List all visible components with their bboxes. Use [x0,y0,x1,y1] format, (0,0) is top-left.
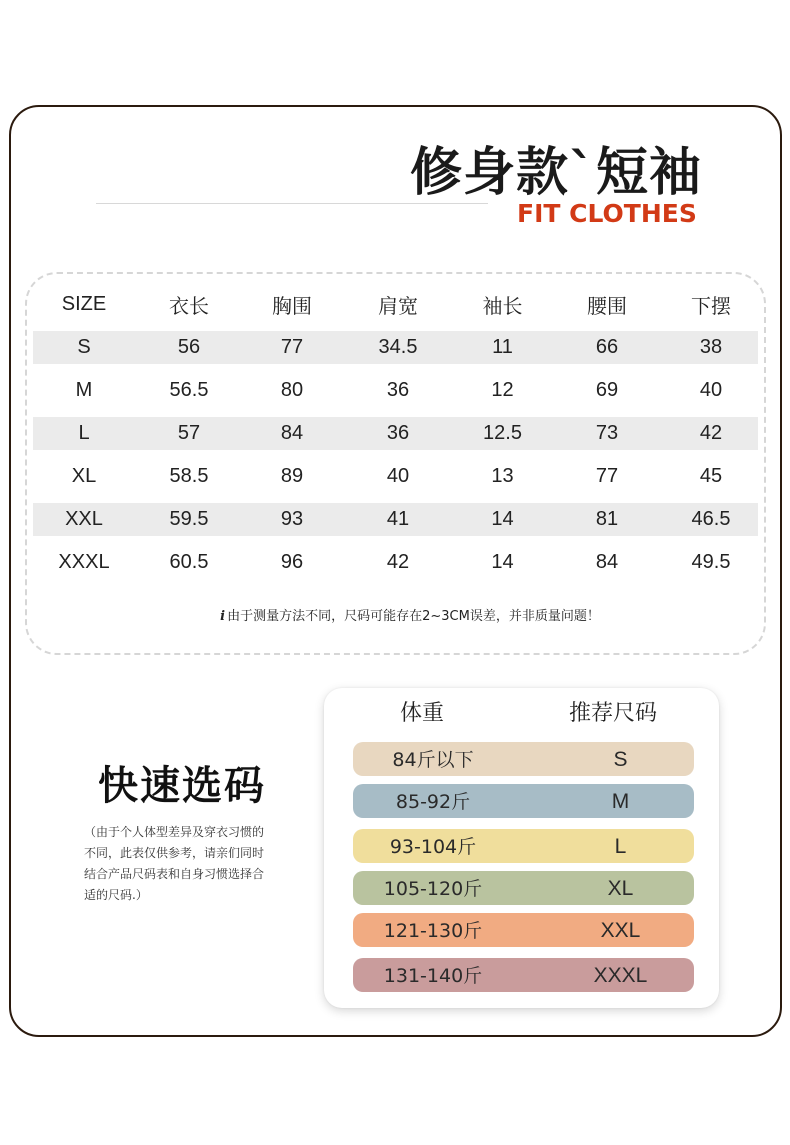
table-cell: 34.5 [378,336,418,358]
table-header-row [33,283,758,326]
table-cell: XXXL [58,551,110,573]
recommended-size: L [614,835,627,858]
table-cell: 12 [491,379,514,401]
column-header: 衣长 [169,296,209,318]
measurement-note [180,606,640,628]
recommend-row [353,871,694,905]
table-cell: 56 [177,336,201,358]
table-cell: 66 [595,336,619,358]
table-cell: M [75,379,93,401]
column-header: 袖长 [482,296,523,318]
recommend-row [353,742,694,776]
table-cell: 93 [280,508,304,530]
table-cell: L [78,422,90,444]
table-cell: 13 [491,465,514,487]
table-cell: 96 [280,551,304,573]
table-cell: 89 [280,465,304,487]
table-cell: 84 [280,422,304,444]
recommend-row [353,784,694,818]
table-row [33,541,758,584]
table-cell: 58.5 [169,465,209,487]
table-row [33,455,758,498]
table-cell: XXL [65,508,103,530]
info-icon: i [220,609,226,624]
title-divider [96,203,488,204]
table-cell: 38 [699,336,723,358]
column-header: SIZE [61,293,107,315]
table-cell: 77 [595,465,619,487]
table-row [33,417,758,450]
column-header: 胸围 [272,296,312,318]
table-cell: 42 [386,551,410,573]
table-cell: 59.5 [169,508,209,530]
table-cell: 41 [386,508,410,530]
size-table [33,283,758,584]
weight-range: 84斤以下 [392,749,474,771]
table-cell: 80 [280,379,304,401]
table-cell: 36 [386,422,410,444]
table-cell: 42 [699,422,723,444]
table-cell: 56.5 [169,379,209,401]
column-header: 腰围 [587,296,627,318]
table-cell: 73 [595,422,619,444]
table-cell: 36 [386,379,410,401]
weight-range: 85-92斤 [395,791,471,813]
quick-select-title: 快速选码 [98,763,266,809]
table-cell: 40 [699,379,723,401]
recommended-size: S [613,748,628,771]
table-row [33,331,758,364]
table-cell: XL [71,465,97,487]
table-cell: 60.5 [169,551,209,573]
weight-range: 131-140斤 [383,965,483,987]
weight-range: 105-120斤 [383,878,483,900]
table-row [33,369,758,412]
recommend-row [353,913,694,947]
table-cell: 69 [595,379,619,401]
table-cell: 84 [595,551,619,573]
recommended-size: XXXL [593,964,648,987]
weight-range: 121-130斤 [383,920,483,942]
table-cell: 45 [699,465,723,487]
table-cell: 81 [595,508,619,530]
table-cell: 14 [491,551,514,573]
weight-range: 93-104斤 [389,836,477,858]
table-cell: 14 [491,508,514,530]
table-cell: 40 [386,465,410,487]
weight-header: 体重 [400,701,445,726]
table-cell: 46.5 [691,508,731,530]
recommended-size: M [611,790,630,813]
size-header: 推荐尺码 [569,701,658,726]
table-row [33,503,758,536]
page-subtitle: FIT CLOTHES [517,199,697,228]
recommended-size: XL [607,877,634,900]
table-cell: 57 [177,422,201,444]
quick-select-description: （由于个人体型差异及穿衣习惯的不同，此表仅供参考，请亲们同时结合产品尺码表和自身习惯选择合适的尺码.） [84,825,265,902]
table-cell: 49.5 [691,551,731,573]
column-header: 肩宽 [378,296,418,318]
recommend-row [353,958,694,992]
column-header: 下摆 [691,296,731,318]
recommended-size: XXL [600,919,641,942]
table-cell: 12.5 [483,422,522,444]
recommend-row [353,829,694,863]
table-cell: 77 [280,336,304,358]
table-cell: S [77,336,91,358]
page-title: 修身款`短袖 [410,143,703,203]
note-text: 由于测量方法不同，尺码可能存在2~3CM误差，并非质量问题！ [227,609,600,624]
table-cell: 11 [492,336,513,358]
